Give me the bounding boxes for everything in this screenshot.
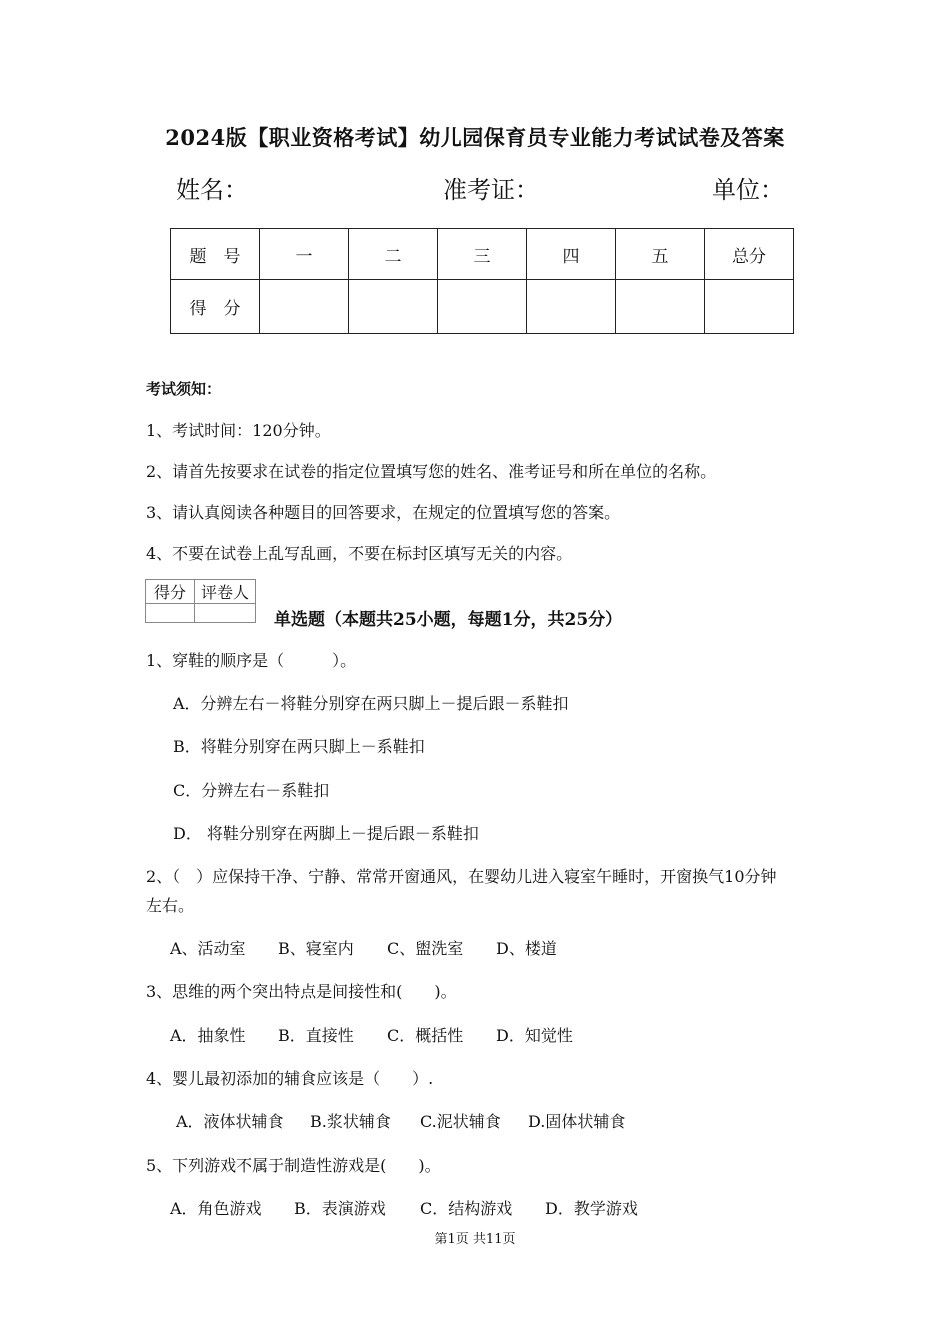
grader-box — [145, 579, 256, 623]
question-option: C．结构游戏 — [420, 1199, 513, 1218]
score-entry-cell[interactable] — [349, 280, 438, 334]
question-stem: 2、（ ）应保持干净、宁静、常常开窗通风，在婴幼儿进入寝室午睡时，开窗换气10分钟 — [146, 867, 777, 886]
section-title: 单选题（本题共25小题，每题1分，共25分） — [274, 610, 623, 630]
question-option: B．表演游戏 — [294, 1199, 386, 1218]
notice-item: 3、请认真阅读各种题目的回答要求，在规定的位置填写您的答案。 — [146, 503, 621, 522]
score-table-cell: 三 — [438, 229, 527, 280]
score-entry-cell[interactable] — [438, 280, 527, 334]
notice-item: 4、不要在试卷上乱写乱画，不要在标封区填写无关的内容。 — [146, 544, 573, 563]
question-option: A．抽象性 — [170, 1026, 246, 1045]
question-option: B．直接性 — [278, 1026, 354, 1045]
notice-title: 考试须知： — [146, 380, 222, 398]
question-option: A．液体状辅食 — [176, 1112, 284, 1131]
exam-number-field-label: 准考证： — [443, 176, 539, 204]
question-stem: 4、婴儿最初添加的辅食应该是（ ）. — [146, 1069, 434, 1088]
page-title: 2024版【职业资格考试】幼儿园保育员专业能力考试试卷及答案 — [165, 125, 785, 150]
question-stem: 5、下列游戏不属于制造性游戏是( )。 — [146, 1156, 441, 1175]
question-option: B、寝室内 — [278, 939, 354, 958]
score-row-label: 得 分 — [171, 280, 260, 334]
question-option: D． 将鞋分别穿在两脚上－提后跟－系鞋扣 — [173, 824, 479, 843]
score-table-cell: 二 — [349, 229, 438, 280]
question-stem-continued: 左右。 — [146, 896, 195, 915]
question-option: D．知觉性 — [496, 1026, 573, 1045]
score-entry-cell[interactable] — [527, 280, 616, 334]
score-entry-cell[interactable] — [260, 280, 349, 334]
score-table — [170, 228, 794, 334]
question-stem: 1、穿鞋的顺序是（ ）。 — [146, 651, 357, 670]
grader-score-label: 得分 — [146, 580, 195, 604]
grader-name-cell[interactable] — [195, 604, 256, 623]
question-option: A、活动室 — [170, 939, 246, 958]
question-option: B.浆状辅食 — [310, 1112, 391, 1131]
name-field-label: 姓名： — [176, 176, 248, 204]
score-table-cell: 四 — [527, 229, 616, 280]
score-table-cell: 总分 — [705, 229, 794, 280]
score-table-cell: 题 号 — [171, 229, 260, 280]
notice-item: 2、请首先按要求在试卷的指定位置填写您的姓名、准考证号和所在单位的名称。 — [146, 462, 717, 481]
question-option: C.泥状辅食 — [420, 1112, 501, 1131]
score-table-cell: 一 — [260, 229, 349, 280]
unit-field-label: 单位： — [712, 176, 784, 204]
question-option: C、盥洗室 — [387, 939, 464, 958]
grader-score-cell[interactable] — [146, 604, 195, 623]
question-option: A．角色游戏 — [170, 1199, 262, 1218]
question-option: D、楼道 — [496, 939, 557, 958]
question-option: D．教学游戏 — [545, 1199, 638, 1218]
page-number-footer: 第1页 共11页 — [434, 1232, 516, 1247]
score-entry-cell[interactable] — [705, 280, 794, 334]
question-option: C．分辨左右－系鞋扣 — [173, 781, 330, 800]
question-stem: 3、思维的两个突出特点是间接性和( )。 — [146, 982, 457, 1001]
question-option: A．分辨左右－将鞋分别穿在两只脚上－提后跟－系鞋扣 — [173, 694, 569, 713]
score-table-header-row — [171, 229, 794, 280]
question-option: C．概括性 — [387, 1026, 464, 1045]
notice-item: 1、考试时间：120分钟。 — [146, 421, 331, 440]
question-option: D.固体状辅食 — [528, 1112, 626, 1131]
question-option: B．将鞋分别穿在两只脚上－系鞋扣 — [173, 737, 425, 756]
score-table-score-row — [171, 280, 794, 334]
score-entry-cell[interactable] — [616, 280, 705, 334]
grader-name-label: 评卷人 — [195, 580, 256, 604]
score-table-cell: 五 — [616, 229, 705, 280]
